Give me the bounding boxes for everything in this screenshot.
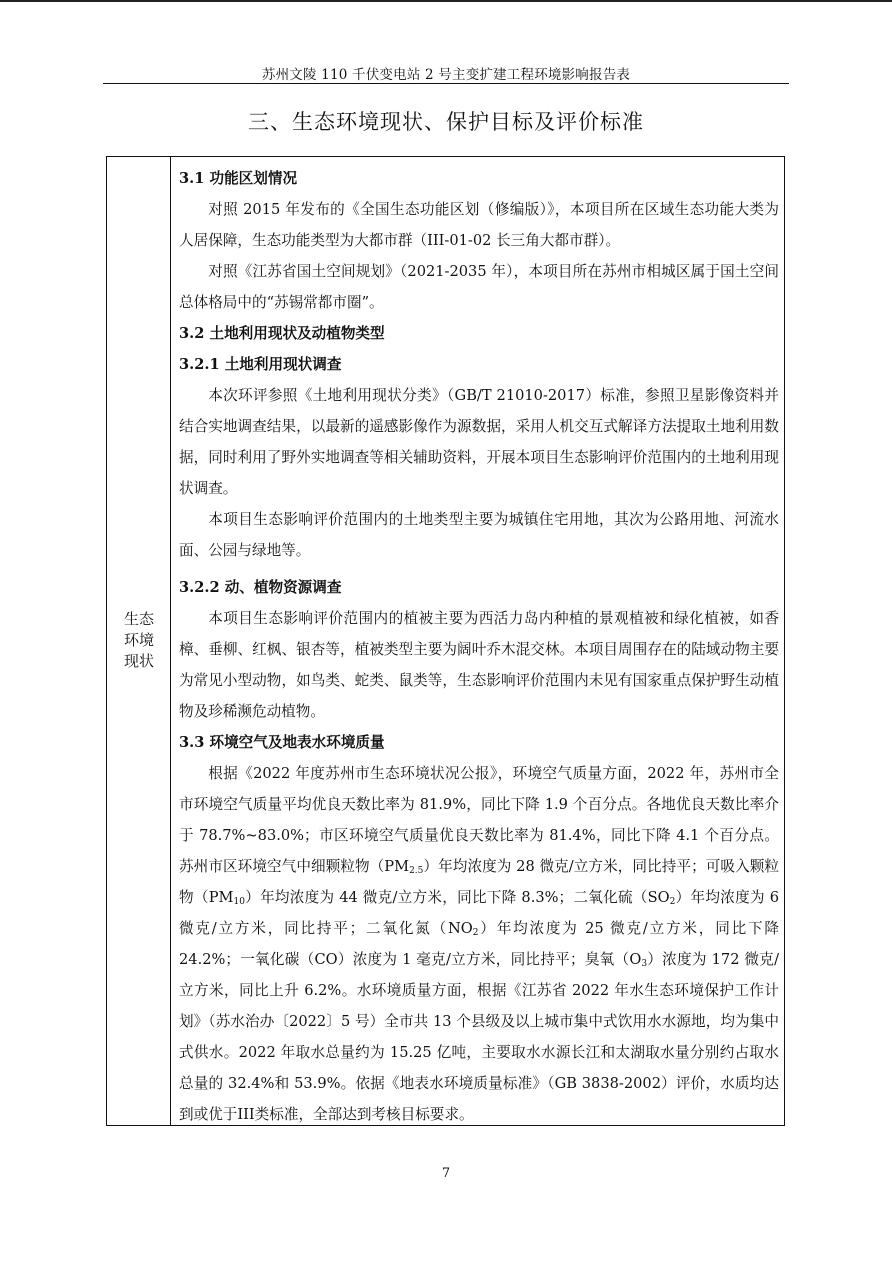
subscript-pm10: 10 — [233, 897, 245, 907]
subscript-o3: 3 — [641, 959, 648, 969]
text-run: ）浓度为 172 微克/立方米，同比上升 6.2%。水环境质量方面，根据《江苏省 2022 年水生态环境保护工作计划》（苏水治办〔2022〕5 号）全市共 13 个县级及以上城市集中式饮用水水源地，均为集中式供水。2022 年取水总量约为 15.25 亿吨，主要取水水源长江和太湖取水量分别约占取水总量的 32.4%和 53.9%。依据《地表水环境质量标准》（GB 3838-2002）评价，水质均达到或优于III类标准，全部达到考核目标要求。 — [179, 951, 779, 1123]
top-border-line — [0, 0, 892, 2]
row-label-line-3: 现状 — [123, 652, 154, 670]
row-label-line-1: 生态 — [123, 610, 154, 628]
heading-3-2-2: 3.2.2 动、植物资源调查 — [179, 579, 342, 596]
page-number: 7 — [441, 1166, 451, 1181]
heading-3-3: 3.3 环境空气及地表水环境质量 — [179, 734, 385, 751]
row-label-column — [107, 157, 171, 1125]
text-run: ）年均浓度为 6 微克/立方米，同比持平；二氧化氮（NO — [179, 889, 779, 937]
subscript-no2: 2 — [472, 928, 479, 938]
text-run: ）年均浓度为 44 微克/立方米，同比下降 8.3%；二氧化硫（SO — [244, 889, 670, 906]
heading-3-2-1: 3.2.1 土地利用现状调查 — [179, 356, 342, 373]
content-table — [106, 156, 785, 1126]
text-run: 根据《2022 年度苏州市生态环境状况公报》，环境空气质量方面，2022 年，苏州市全市环境空气质量平均优良天数比率为 81.9%，同比下降 1.9 个百分点。各地优良天数比率介于 78.7%~83.0%；市区环境空气质量优良天数比率为 81.4%，同比下降 4.1 个百分点。苏州市区环境空气中细颗粒物（PM — [179, 765, 779, 875]
row-label-line-2: 环境 — [123, 631, 154, 649]
text-run: ）年均浓度为 28 微克/立方米，同比持平；可吸入颗粒物（PM — [179, 858, 779, 906]
paragraph-3-1-b: 对照《江苏省国土空间规划》（2021-2035 年），本项目所在苏州市相城区属于国土空间总体格局中的“苏锡常都市圈”。 — [179, 263, 779, 311]
heading-3-1: 3.1 功能区划情况 — [179, 170, 298, 187]
document-header: 苏州文陵 110 千伏变电站 2 号主变扩建工程环境影响报告表 — [261, 67, 631, 83]
paragraph-3-2-2: 本项目生态影响评价范围内的植被主要为西活力岛内种植的景观植被和绿化植被，如香樟、垂柳、红枫、银杏等，植被类型主要为阔叶乔木混交林。本项目周围存在的陆域动物主要为常见小型动物，如鸟类、蛇类、鼠类等，生态影响评价范围内未见有国家重点保护野生动植物及珍稀濒危动植物。 — [179, 610, 779, 720]
section-title: 三、生态环境现状、保护目标及评价标准 — [248, 110, 644, 134]
paragraph-3-3 — [179, 758, 779, 1130]
paragraph-3-2-1-a: 本次环评参照《土地利用现状分类》（GB/T 21010-2017）标准，参照卫星影像资料并结合实地调查结果，以最新的遥感影像作为源数据，采用人机交互式解译方法提取土地利用数据，同时利用了野外实地调查等相关辅助资料，开展本项目生态影响评价范围内的土地利用现状调查。 — [179, 387, 779, 497]
header-rule — [103, 83, 789, 84]
paragraph-3-2-1-b: 本项目生态影响评价范围内的土地类型主要为城镇住宅用地，其次为公路用地、河流水面、公园与绿地等。 — [179, 511, 779, 559]
row-label — [107, 609, 171, 672]
text-run: ）年均浓度为 25 微克/立方米，同比下降 24.2%；一氧化碳（CO）浓度为 1 毫克/立方米，同比持平；臭氧（O — [179, 920, 779, 968]
heading-3-2: 3.2 土地利用现状及动植物类型 — [179, 325, 385, 342]
content-cell — [179, 163, 779, 1130]
paragraph-3-1-a: 对照 2015 年发布的《全国生态功能区划（修编版）》，本项目所在区域生态功能大类为人居保障，生态功能类型为大都市群（III-01-02 长三角大都市群）。 — [179, 201, 779, 249]
subscript-pm25: 2.5 — [409, 866, 424, 876]
subscript-so2: 2 — [669, 897, 676, 907]
